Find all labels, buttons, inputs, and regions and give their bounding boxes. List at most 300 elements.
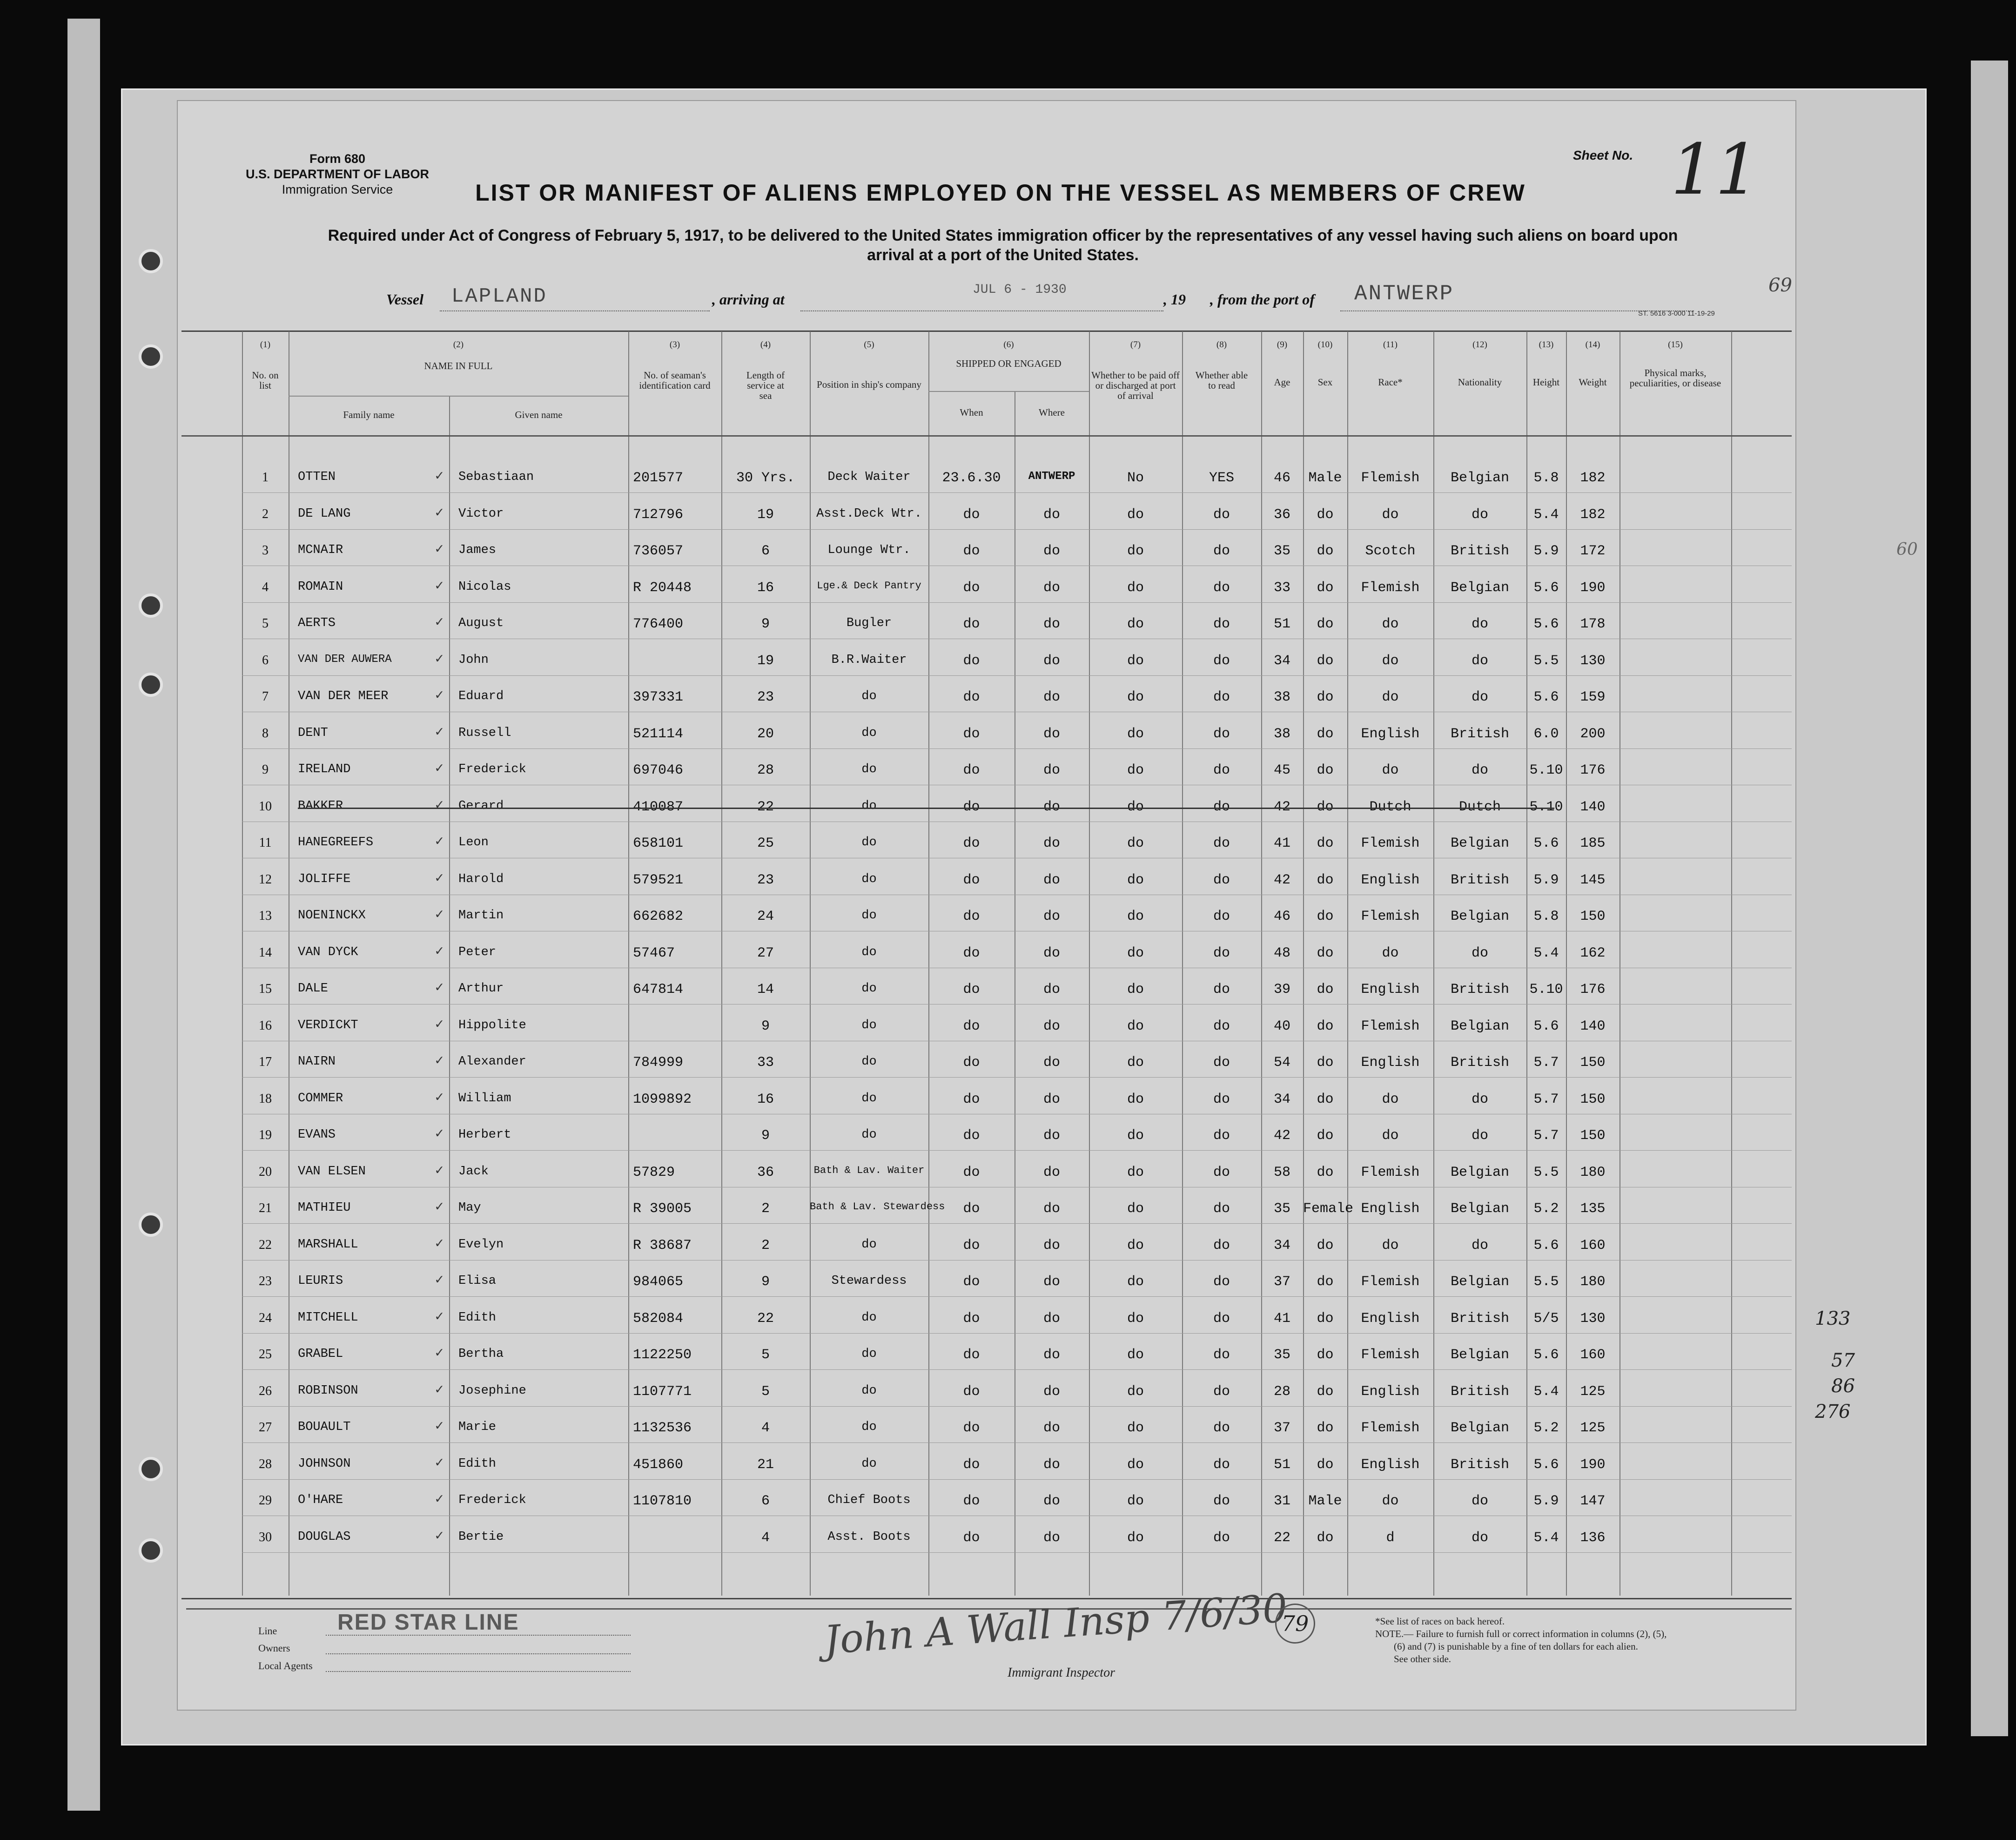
row-number: 6 bbox=[262, 653, 269, 667]
shipped-when: do bbox=[963, 872, 980, 888]
sex: do bbox=[1317, 945, 1334, 961]
family-name: IRELAND bbox=[298, 762, 351, 776]
shipped-where: do bbox=[1043, 689, 1060, 705]
shipped-when: do bbox=[963, 1018, 980, 1034]
check-mark-icon: ✓ bbox=[435, 1528, 444, 1544]
nationality: Belgian bbox=[1450, 1018, 1510, 1034]
service-length: 23 bbox=[757, 689, 774, 705]
given-name: Bertie bbox=[458, 1530, 504, 1544]
weight: 182 bbox=[1580, 506, 1606, 523]
weight: 180 bbox=[1580, 1164, 1606, 1180]
row-rule bbox=[242, 1296, 1792, 1297]
family-name: DENT bbox=[298, 726, 328, 740]
shipped-where: do bbox=[1043, 726, 1060, 742]
able-to-read: do bbox=[1213, 616, 1230, 632]
nationality: do bbox=[1471, 1237, 1488, 1254]
seaman-card-number: 410087 bbox=[633, 799, 684, 815]
weight: 160 bbox=[1580, 1347, 1606, 1363]
agents-underline bbox=[326, 1671, 631, 1672]
shipped-where: do bbox=[1043, 1456, 1060, 1473]
family-name: BAKKER bbox=[298, 799, 343, 813]
weight: 147 bbox=[1580, 1493, 1606, 1509]
paid-off: do bbox=[1127, 799, 1144, 815]
height: 5/5 bbox=[1533, 1310, 1559, 1327]
sex: do bbox=[1317, 1420, 1334, 1436]
weight: 159 bbox=[1580, 689, 1606, 705]
sex: do bbox=[1317, 1383, 1334, 1400]
sheet-number: 11 bbox=[1671, 129, 1760, 210]
height: 5.5 bbox=[1533, 653, 1559, 669]
seaman-card-number: 201577 bbox=[633, 470, 684, 486]
race: do bbox=[1382, 762, 1399, 778]
check-mark-icon: ✓ bbox=[435, 1200, 444, 1215]
race: Flemish bbox=[1361, 909, 1420, 924]
shipped-when: do bbox=[963, 1347, 980, 1363]
weight: 150 bbox=[1580, 1091, 1606, 1107]
col-header-2: NAME IN FULL bbox=[424, 360, 493, 371]
position: Asst. Boots bbox=[827, 1530, 911, 1544]
family-name: MARSHALL bbox=[298, 1237, 358, 1252]
race: do bbox=[1382, 1128, 1399, 1144]
shipped-when: do bbox=[963, 1237, 980, 1254]
race: Flemish bbox=[1361, 1347, 1420, 1363]
nationality: do bbox=[1471, 506, 1488, 523]
race: Flemish bbox=[1361, 1164, 1420, 1180]
margin-tally-2: 57 bbox=[1831, 1350, 1855, 1371]
shipped-where: do bbox=[1043, 1018, 1060, 1034]
service-length: 2 bbox=[761, 1237, 770, 1254]
shipped-when: do bbox=[963, 1055, 980, 1071]
col-num-8: (8) bbox=[1216, 340, 1227, 350]
seaman-card-number: 697046 bbox=[633, 762, 684, 778]
race: do bbox=[1382, 1493, 1399, 1509]
row-number: 9 bbox=[262, 762, 269, 777]
shipped-when: do bbox=[963, 762, 980, 778]
sex: do bbox=[1317, 580, 1334, 596]
row-number: 20 bbox=[259, 1164, 272, 1179]
service-length: 24 bbox=[757, 909, 774, 924]
height: 5.9 bbox=[1533, 872, 1559, 888]
row-number: 13 bbox=[259, 909, 272, 923]
able-to-read: do bbox=[1213, 1201, 1230, 1217]
sex: do bbox=[1317, 909, 1334, 924]
able-to-read: do bbox=[1213, 1456, 1230, 1473]
check-mark-icon: ✓ bbox=[435, 1346, 444, 1361]
row-number: 27 bbox=[259, 1420, 272, 1435]
shipped-when: do bbox=[963, 945, 980, 961]
height: 5.10 bbox=[1529, 762, 1563, 778]
weight: 140 bbox=[1580, 799, 1606, 815]
shipped-where: do bbox=[1043, 616, 1060, 632]
page-title: LIST OR MANIFEST OF ALIENS EMPLOYED ON THE VESSEL AS MEMBERS OF CREW bbox=[475, 180, 1526, 206]
shipped-where: do bbox=[1043, 799, 1060, 815]
given-name: Alexander bbox=[458, 1055, 526, 1069]
sex: do bbox=[1317, 1237, 1334, 1254]
col-header-8: Whether able to read bbox=[1195, 370, 1248, 391]
race: Flemish bbox=[1361, 580, 1420, 596]
race: do bbox=[1382, 1237, 1399, 1254]
age: 35 bbox=[1273, 1201, 1290, 1217]
check-mark-icon: ✓ bbox=[435, 542, 444, 558]
row-number: 2 bbox=[262, 506, 269, 521]
col-num-6: (6) bbox=[1003, 340, 1014, 350]
punch-hole bbox=[139, 1213, 163, 1237]
row-number: 4 bbox=[262, 580, 269, 594]
seaman-card-number: 1099892 bbox=[633, 1091, 692, 1107]
note-4: See other side. bbox=[1394, 1653, 1452, 1665]
check-mark-icon: ✓ bbox=[435, 1492, 444, 1508]
nationality: Belgian bbox=[1450, 909, 1510, 924]
punch-hole bbox=[139, 344, 163, 369]
race: d bbox=[1386, 1530, 1395, 1546]
seaman-card-number: 397331 bbox=[633, 689, 684, 705]
punch-hole bbox=[139, 593, 163, 618]
sex: do bbox=[1317, 799, 1334, 815]
row-rule bbox=[242, 602, 1792, 603]
family-name: MATHIEU bbox=[298, 1201, 351, 1215]
position: B.R.Waiter bbox=[831, 653, 907, 667]
seaman-card-number: 647814 bbox=[633, 982, 684, 998]
margin-tally-4: 276 bbox=[1815, 1401, 1851, 1422]
shipped-where: do bbox=[1043, 1164, 1060, 1180]
nationality: do bbox=[1471, 653, 1488, 669]
age: 34 bbox=[1273, 653, 1290, 669]
position: do bbox=[861, 1420, 877, 1434]
family-name: VAN DER AUWERA bbox=[298, 653, 392, 666]
shipped-when: do bbox=[963, 616, 980, 632]
col-num-14: (14) bbox=[1585, 340, 1600, 350]
race: Dutch bbox=[1369, 799, 1411, 815]
col-header-1: No. on list bbox=[252, 370, 279, 391]
height: 5.7 bbox=[1533, 1055, 1559, 1071]
punch-hole bbox=[139, 1457, 163, 1481]
height: 5.6 bbox=[1533, 616, 1559, 632]
check-mark-icon: ✓ bbox=[435, 980, 444, 996]
row-rule bbox=[242, 1442, 1792, 1443]
row-number: 1 bbox=[262, 470, 269, 485]
service-length: 22 bbox=[757, 799, 774, 815]
service-name: Immigration Service bbox=[282, 182, 393, 196]
row-rule bbox=[242, 1223, 1792, 1224]
punch-hole bbox=[139, 249, 163, 273]
sex: do bbox=[1317, 1018, 1334, 1034]
race: English bbox=[1361, 1310, 1420, 1327]
given-name: William bbox=[458, 1091, 511, 1105]
year-label: , 19 bbox=[1163, 291, 1186, 308]
position: do bbox=[861, 1237, 877, 1252]
family-name: VAN DER MEER bbox=[298, 689, 389, 703]
nationality: Belgian bbox=[1450, 1274, 1510, 1290]
position: Asst.Deck Wtr. bbox=[816, 506, 922, 521]
able-to-read: do bbox=[1213, 506, 1230, 523]
weight: 172 bbox=[1580, 543, 1606, 559]
age: 46 bbox=[1273, 470, 1290, 486]
family-name: COMMER bbox=[298, 1091, 343, 1105]
age: 37 bbox=[1273, 1420, 1290, 1436]
race: do bbox=[1382, 616, 1399, 632]
family-name: VAN DYCK bbox=[298, 945, 358, 959]
able-to-read: do bbox=[1213, 1530, 1230, 1546]
row-rule bbox=[242, 1479, 1792, 1480]
row-rule bbox=[242, 675, 1792, 676]
sex: do bbox=[1317, 1274, 1334, 1290]
column-divider bbox=[449, 396, 450, 1596]
given-name: Victor bbox=[458, 506, 504, 521]
sex: do bbox=[1317, 1347, 1334, 1363]
height: 5.6 bbox=[1533, 580, 1559, 596]
shipped-where: do bbox=[1043, 762, 1060, 778]
paid-off: do bbox=[1127, 689, 1144, 705]
family-name: VAN ELSEN bbox=[298, 1164, 366, 1179]
sex: do bbox=[1317, 982, 1334, 998]
given-name: John bbox=[458, 653, 489, 667]
position: do bbox=[861, 1347, 877, 1361]
vessel-name: LAPLAND bbox=[451, 285, 547, 308]
race: English bbox=[1361, 1055, 1420, 1071]
shipped-where: do bbox=[1043, 1237, 1060, 1254]
position: Lge.& Deck Pantry bbox=[817, 580, 921, 592]
sex: do bbox=[1317, 506, 1334, 523]
given-name: August bbox=[458, 616, 504, 630]
given-name: Elisa bbox=[458, 1274, 497, 1288]
weight: 176 bbox=[1580, 762, 1606, 778]
print-code: ST. 5616 3-000 11-19-29 bbox=[1638, 310, 1715, 317]
given-name: Evelyn bbox=[458, 1237, 504, 1252]
age: 42 bbox=[1273, 872, 1290, 888]
nationality: British bbox=[1450, 872, 1510, 888]
shipped-when: do bbox=[963, 1201, 980, 1217]
age: 42 bbox=[1273, 1128, 1290, 1144]
seaman-card-number: 736057 bbox=[633, 543, 684, 559]
family-name: AERTS bbox=[298, 616, 336, 630]
sex: do bbox=[1317, 762, 1334, 778]
shipped-subheader-line bbox=[928, 391, 1089, 392]
family-name: LEURIS bbox=[298, 1274, 343, 1288]
footer-notes bbox=[1375, 1615, 1738, 1665]
shipped-where: do bbox=[1043, 653, 1060, 669]
row-number: 24 bbox=[259, 1310, 272, 1325]
weight: 190 bbox=[1580, 580, 1606, 596]
height: 5.6 bbox=[1533, 689, 1559, 705]
paid-off: do bbox=[1127, 1201, 1144, 1217]
note-2: NOTE.— Failure to furnish full or correct information in columns (2), (5), bbox=[1375, 1628, 1667, 1639]
paid-off: do bbox=[1127, 1128, 1144, 1144]
race: English bbox=[1361, 726, 1420, 742]
check-mark-icon: ✓ bbox=[435, 1309, 444, 1325]
paid-off: No bbox=[1127, 470, 1144, 486]
able-to-read: do bbox=[1213, 1420, 1230, 1436]
date-stamp: JUL 6 - 1930 bbox=[973, 283, 1067, 297]
shipped-where: do bbox=[1043, 543, 1060, 559]
service-length: 21 bbox=[757, 1456, 774, 1473]
given-name: Leon bbox=[458, 836, 489, 849]
position: do bbox=[861, 1128, 877, 1142]
family-name: DALE bbox=[298, 982, 328, 996]
row-number: 29 bbox=[259, 1493, 272, 1508]
race: Flemish bbox=[1361, 1018, 1420, 1034]
col-header-7: Whether to be paid off or discharged at port of arrival bbox=[1091, 370, 1180, 401]
shipped-when: do bbox=[963, 909, 980, 924]
shipped-where: do bbox=[1043, 1493, 1060, 1509]
nationality: British bbox=[1450, 1456, 1510, 1473]
family-name: JOLIFFE bbox=[298, 872, 351, 886]
paid-off: do bbox=[1127, 982, 1144, 998]
weight: 130 bbox=[1580, 653, 1606, 669]
right-binder-edge bbox=[1971, 61, 2008, 1736]
paid-off: do bbox=[1127, 543, 1144, 559]
col-header-5: Position in ship's company bbox=[817, 379, 921, 390]
age: 31 bbox=[1273, 1493, 1290, 1509]
check-mark-icon: ✓ bbox=[435, 907, 444, 923]
able-to-read: do bbox=[1213, 1493, 1230, 1509]
able-to-read: do bbox=[1213, 689, 1230, 705]
nationality: Belgian bbox=[1450, 1420, 1510, 1436]
sex: do bbox=[1317, 726, 1334, 742]
paid-off: do bbox=[1127, 1493, 1144, 1509]
position: do bbox=[861, 836, 877, 849]
sex: Female bbox=[1303, 1201, 1354, 1217]
paid-off: do bbox=[1127, 836, 1144, 851]
sex: do bbox=[1317, 1055, 1334, 1071]
given-name: Gerard bbox=[458, 799, 504, 813]
shipped-when: do bbox=[963, 982, 980, 998]
family-name: BOUAULT bbox=[298, 1420, 351, 1434]
seaman-card-number: 776400 bbox=[633, 616, 684, 632]
able-to-read: do bbox=[1213, 726, 1230, 742]
check-mark-icon: ✓ bbox=[435, 1090, 444, 1106]
race: Flemish bbox=[1361, 836, 1420, 851]
row-number: 21 bbox=[259, 1201, 272, 1215]
race: do bbox=[1382, 506, 1399, 523]
check-mark-icon: ✓ bbox=[435, 761, 444, 777]
service-length: 5 bbox=[761, 1347, 770, 1363]
check-mark-icon: ✓ bbox=[435, 578, 444, 594]
service-length: 16 bbox=[757, 1091, 774, 1107]
row-number: 18 bbox=[259, 1091, 272, 1106]
row-number: 5 bbox=[262, 616, 269, 631]
seaman-card-number: 1132536 bbox=[633, 1420, 692, 1436]
able-to-read: do bbox=[1213, 1164, 1230, 1180]
family-name: GRABEL bbox=[298, 1347, 343, 1361]
given-name: Sebastiaan bbox=[458, 470, 534, 484]
paid-off: do bbox=[1127, 1055, 1144, 1071]
family-name: DOUGLAS bbox=[298, 1530, 351, 1544]
row-rule bbox=[242, 529, 1792, 530]
age: 36 bbox=[1273, 506, 1290, 523]
col-header-4: Length of service at sea bbox=[746, 370, 785, 401]
race: do bbox=[1382, 689, 1399, 705]
family-name: OTTEN bbox=[298, 470, 336, 484]
height: 5.9 bbox=[1533, 1493, 1559, 1509]
nationality: British bbox=[1450, 1055, 1510, 1071]
given-name: Martin bbox=[458, 909, 504, 923]
col-header-14: Weight bbox=[1579, 377, 1607, 388]
service-length: 23 bbox=[757, 872, 774, 888]
sex: Male bbox=[1308, 1493, 1342, 1509]
age: 38 bbox=[1273, 726, 1290, 742]
able-to-read: do bbox=[1213, 1347, 1230, 1363]
weight: 178 bbox=[1580, 616, 1606, 632]
race: do bbox=[1382, 945, 1399, 961]
shipped-when: do bbox=[963, 653, 980, 669]
position: Chief Boots bbox=[827, 1493, 911, 1507]
row-number: 14 bbox=[259, 945, 272, 960]
age: 37 bbox=[1273, 1274, 1290, 1290]
nationality: do bbox=[1471, 1493, 1488, 1509]
position: do bbox=[861, 1310, 877, 1325]
paid-off: do bbox=[1127, 1420, 1144, 1436]
check-mark-icon: ✓ bbox=[435, 615, 444, 631]
paid-off: do bbox=[1127, 1237, 1144, 1254]
margin-tally-3: 86 bbox=[1831, 1375, 1855, 1397]
age: 58 bbox=[1273, 1164, 1290, 1180]
height: 5.10 bbox=[1529, 982, 1563, 998]
row-number: 12 bbox=[259, 872, 272, 887]
nationality: do bbox=[1471, 945, 1488, 961]
seaman-card-number: R 39005 bbox=[633, 1201, 692, 1217]
note-3: (6) and (7) is punishable by a fine of ten dollars for each alien. bbox=[1394, 1641, 1638, 1652]
shipped-where: do bbox=[1043, 872, 1060, 888]
given-name: Nicolas bbox=[458, 580, 511, 594]
check-mark-icon: ✓ bbox=[435, 944, 444, 960]
weight: 136 bbox=[1580, 1530, 1606, 1546]
given-name: Peter bbox=[458, 945, 497, 959]
col-num-7: (7) bbox=[1130, 340, 1141, 350]
age: 35 bbox=[1273, 543, 1290, 559]
shipped-when: do bbox=[963, 1164, 980, 1180]
service-length: 30 Yrs. bbox=[736, 470, 795, 486]
line-underline bbox=[326, 1635, 631, 1636]
paid-off: do bbox=[1127, 1091, 1144, 1107]
race: do bbox=[1382, 653, 1399, 669]
able-to-read: do bbox=[1213, 982, 1230, 998]
seaman-card-number: 582084 bbox=[633, 1310, 684, 1327]
row-number: 11 bbox=[259, 836, 272, 850]
paid-off: do bbox=[1127, 726, 1144, 742]
age: 41 bbox=[1273, 1310, 1290, 1327]
weight: 180 bbox=[1580, 1274, 1606, 1290]
height: 5.6 bbox=[1533, 1018, 1559, 1034]
nationality: do bbox=[1471, 689, 1488, 705]
shipped-where: do bbox=[1043, 1128, 1060, 1144]
check-mark-icon: ✓ bbox=[435, 834, 444, 850]
position: Lounge Wtr. bbox=[827, 543, 911, 557]
height: 5.9 bbox=[1533, 543, 1559, 559]
col-num-11: (11) bbox=[1383, 340, 1398, 350]
shipped-where: do bbox=[1043, 1420, 1060, 1436]
row-number: 7 bbox=[262, 689, 269, 704]
col-num-1: (1) bbox=[260, 340, 271, 350]
height: 5.5 bbox=[1533, 1164, 1559, 1180]
check-mark-icon: ✓ bbox=[435, 1163, 444, 1179]
position: do bbox=[861, 1091, 877, 1105]
col-header-3: No. of seaman's identification card bbox=[639, 370, 711, 391]
nationality: Belgian bbox=[1450, 580, 1510, 596]
position: Deck Waiter bbox=[827, 470, 911, 484]
col-num-10: (10) bbox=[1317, 340, 1333, 350]
height: 5.6 bbox=[1533, 1456, 1559, 1473]
able-to-read: do bbox=[1213, 909, 1230, 924]
sex: do bbox=[1317, 1128, 1334, 1144]
given-name: Edith bbox=[458, 1456, 497, 1471]
nationality: Belgian bbox=[1450, 1201, 1510, 1217]
age: 45 bbox=[1273, 762, 1290, 778]
paid-off: do bbox=[1127, 1164, 1144, 1180]
row-number: 26 bbox=[259, 1383, 272, 1398]
col-num-13: (13) bbox=[1539, 340, 1554, 350]
nationality: British bbox=[1450, 726, 1510, 742]
nationality: do bbox=[1471, 1128, 1488, 1144]
